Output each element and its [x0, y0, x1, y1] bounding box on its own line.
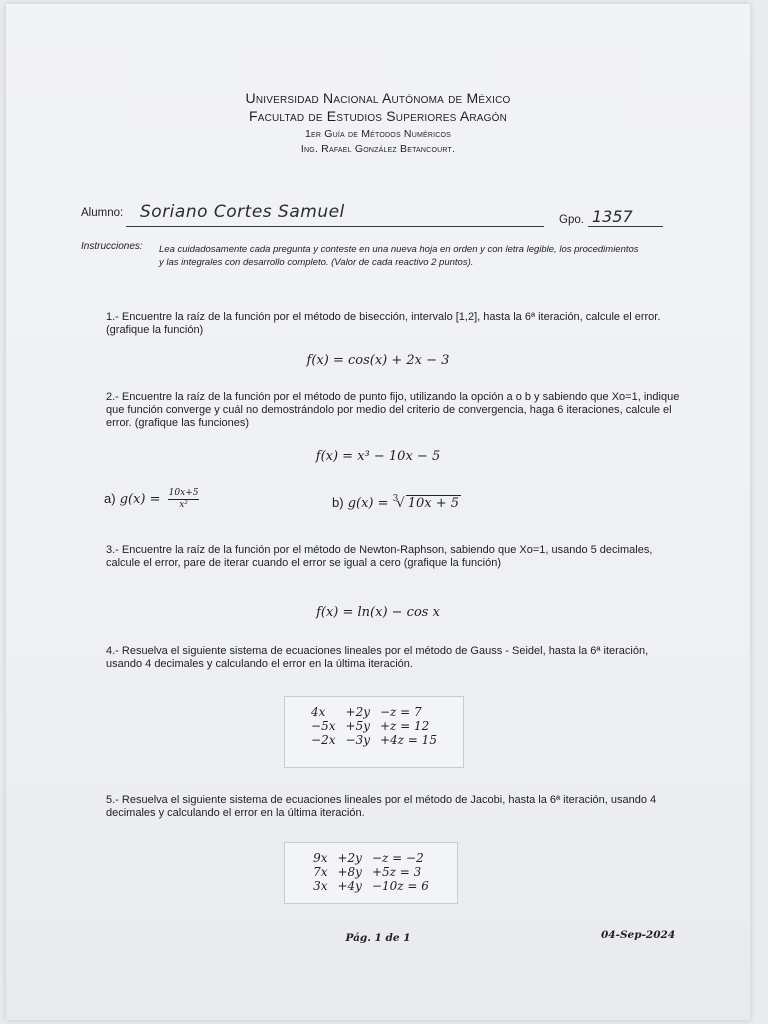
question-1-equation: f(x) = cos(x) + 2x − 3	[306, 353, 450, 368]
alumno-underline	[126, 226, 544, 227]
question-1-text: 1.- Encuentre la raíz de la función por el método de bisección, intervalo [1,2], hasta la 6ª iteración, calcule el error. (grafique la función)	[106, 311, 661, 336]
option-b-label: b)	[332, 495, 344, 510]
system-term: −2x	[311, 733, 336, 747]
system-term: −z = 7	[379, 705, 422, 719]
faculty-name: Facultad de Estudios Superiores Aragón	[248, 108, 508, 124]
option-a-fraction	[168, 488, 200, 511]
system-term: +z = 12	[379, 719, 430, 733]
question-4-system	[306, 705, 442, 747]
question-5-system-box	[284, 842, 458, 904]
university-name: Universidad Nacional Autónoma de México	[245, 90, 511, 106]
system-term: +5z = 3	[371, 865, 422, 879]
system-term: 9x	[313, 851, 328, 865]
option-a-numerator: 10x+5	[168, 488, 199, 498]
system-row	[308, 879, 434, 893]
question-5-text: 5.- Resuelva el siguiente sistema de ecuaciones lineales por el método de Jacobi, hasta la 6ª iteración, usando 4 decimales y calculando el error en la última iteración.	[106, 794, 657, 819]
question-4-text: 4.- Resuelva el siguiente sistema de ecuaciones lineales por el método de Gauss - Seidel, hasta la 6ª iteración, usando 4 decimales y calculando el error en la última iteración.	[106, 645, 649, 670]
system-row	[306, 733, 442, 747]
option-a-lhs: g(x) =	[119, 492, 161, 507]
system-term: −3y	[345, 733, 370, 747]
system-term: +5y	[345, 719, 370, 733]
exam-date: 04-Sep-2024	[601, 929, 676, 941]
system-term: +2y	[337, 851, 362, 865]
system-row	[306, 719, 442, 733]
exam-sheet	[6, 4, 750, 1020]
system-term: +4y	[337, 879, 362, 893]
system-term: 4x	[311, 705, 326, 719]
option-a-denominator: x²	[179, 500, 188, 510]
option-b-root-index: 3	[392, 494, 399, 504]
system-term: 3x	[313, 879, 328, 893]
instructions-text: Lea cuidadosamente cada pregunta y conteste en una nueva hoja en orden y con letra legible, los procedimientos y las integrales con desarrollo completo. (Valor de cada reactivo 2 puntos).	[159, 244, 639, 268]
question-5-system	[308, 851, 434, 893]
system-term: 7x	[313, 865, 328, 879]
question-2-equation: f(x) = x³ − 10x − 5	[315, 449, 441, 464]
question-2-option-b	[332, 494, 461, 511]
radical-sign-icon: √	[396, 496, 405, 511]
question-4-system-box	[284, 696, 464, 768]
guide-title: 1er Guía de Métodos Numéricos	[304, 128, 452, 140]
alumno-label: Alumno:	[81, 207, 124, 219]
option-b-radicand: 10x + 5	[407, 496, 460, 511]
system-term: −5x	[311, 719, 336, 733]
system-row	[308, 851, 434, 865]
question-3-equation: f(x) = ln(x) − cos x	[316, 605, 440, 620]
system-term: +8y	[337, 865, 362, 879]
system-term: +4z = 15	[379, 733, 437, 747]
grupo-handwritten-value: 1357	[592, 207, 633, 226]
question-2-option-a	[104, 488, 199, 511]
system-term: −10z = 6	[371, 879, 429, 893]
system-term: +2y	[345, 705, 370, 719]
alumno-handwritten-name: Soriano Cortes Samuel	[140, 202, 345, 222]
question-2-text: 2.- Encuentre la raíz de la función por el método de punto fijo, utilizando la opción a o b y sabiendo que Xo=1, indique que función converge y cuál no demostrándolo por medio del criterio de convergencia, haga 6 iteraciones, calcule el error. (grafique las funciones)	[106, 391, 680, 429]
grupo-underline	[588, 226, 663, 227]
system-row	[306, 705, 442, 719]
system-row	[308, 865, 434, 879]
page-number: Pág. 1 de 1	[345, 932, 411, 944]
instructions-label: Instrucciones:	[81, 241, 143, 252]
grupo-label: Gpo.	[559, 214, 584, 226]
option-b-lhs: g(x) =	[347, 496, 389, 511]
professor-name: Ing. Rafael González Betancourt.	[300, 143, 456, 155]
option-a-label: a)	[104, 491, 116, 506]
question-3-text: 3.- Encuentre la raíz de la función por el método de Newton-Raphson, sabiendo que Xo=1, usando 5 decimales, calcule el error, pare de iterar cuando el error se igual a cero (grafique la función)	[106, 544, 653, 569]
system-term: −z = −2	[371, 851, 424, 865]
